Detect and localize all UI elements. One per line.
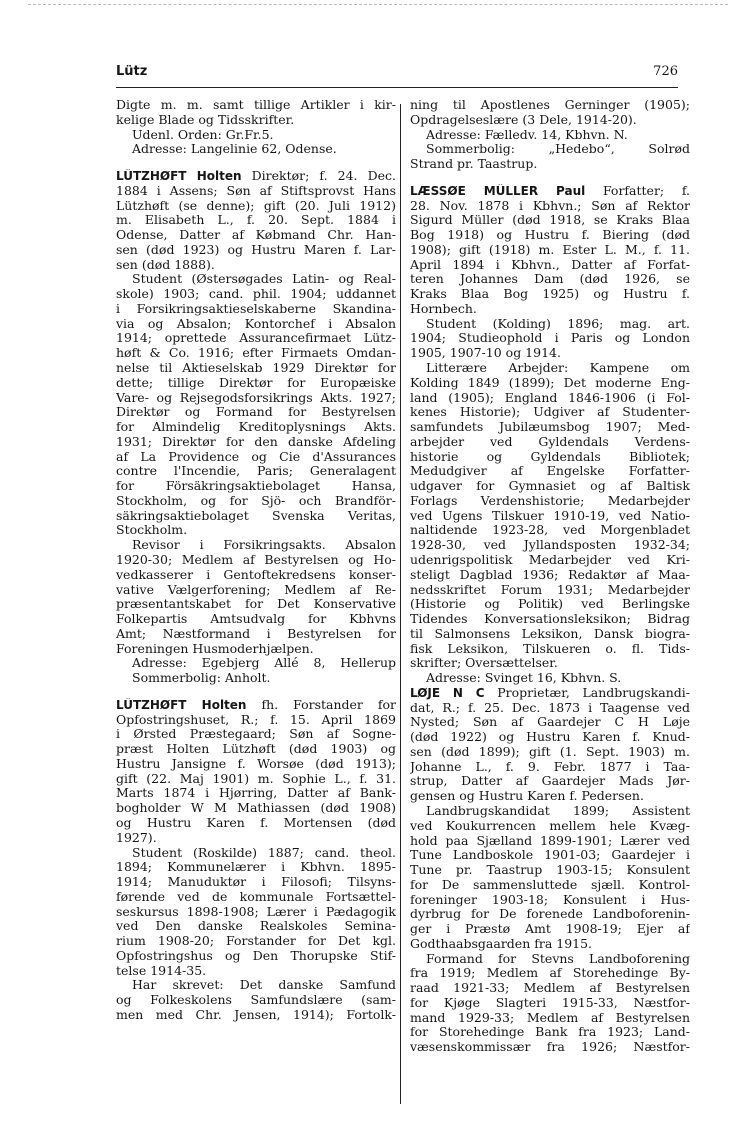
line-text: (død 1922) og Hustru Karen f. Knud- — [410, 730, 690, 745]
line-text: via og Absalon; Kontorchef i Absalon — [116, 316, 396, 331]
text-line — [410, 760, 690, 775]
line-text: Forlags Verdenshistorie; Medarbejder — [410, 493, 690, 508]
text-line — [116, 346, 396, 361]
text-line — [410, 730, 690, 745]
text-line — [116, 331, 396, 346]
line-text: dette; tillige Direktør for Europæiske — [116, 375, 396, 390]
line-text: Udenl. Orden: Gr.Fr.5. — [132, 127, 274, 142]
line-text: sen (død 1899); gift (1. Sept. 1903) m. — [410, 744, 690, 759]
line-text: teren Johannes Dam (død 1926, se — [410, 272, 690, 287]
line-text: m. Elisabeth L., f. 20. Sept. 1884 i — [116, 213, 396, 228]
text-line — [410, 98, 690, 113]
text-line — [410, 966, 690, 981]
text-line — [410, 553, 690, 568]
text-line — [116, 1008, 396, 1023]
entry-headword: LÜTZHØFT Holten — [116, 697, 247, 712]
text-line — [116, 553, 396, 568]
line-text: for Kjøge Slagteri 1915-33, Næstfor- — [410, 995, 690, 1010]
line-text: land (1905); England 1846-1906 (i Fol- — [410, 390, 690, 405]
text-line — [116, 420, 396, 435]
text-line — [410, 228, 690, 243]
text-line — [410, 272, 690, 287]
text-line — [410, 952, 690, 967]
line-text: Kolding 1849 (1899); Det moderne Eng- — [410, 375, 690, 390]
line-text: hold paa Sjælland 1899-1901; Lærer ved — [410, 833, 690, 848]
line-text: Foreningen Husmoderhjælpen. — [116, 641, 314, 656]
text-line — [116, 98, 396, 113]
text-line — [410, 715, 690, 730]
text-line — [410, 509, 690, 524]
line-text: skole) 1903; cand. phil. 1904; uddannet — [116, 287, 396, 302]
text-line — [116, 376, 396, 391]
entry-headword: LÜTZHØFT Holten — [116, 169, 242, 184]
text-line — [116, 184, 396, 199]
line-text: præst Holten Lützhøft (død 1903) og — [116, 742, 396, 757]
text-line — [116, 113, 396, 128]
text-line — [410, 878, 690, 893]
text-line — [116, 642, 396, 657]
text-line — [410, 907, 690, 922]
line-text: rium 1908-20; Forstander for Det kgl. — [116, 934, 396, 949]
text-line — [116, 450, 396, 465]
text-line — [116, 243, 396, 258]
line-text: dat, R.; f. 25. Dec. 1873 i Taagense ved — [410, 700, 690, 715]
line-text: kelige Blade og Tidsskrifter. — [116, 112, 295, 127]
line-text: (Historie og Politik) ved Berlingske — [410, 597, 690, 612]
line-text: steligt Dagblad 1936; Redaktør af Maa- — [410, 567, 690, 582]
text-line — [410, 435, 690, 450]
line-text: Strand pr. Taastrup. — [410, 157, 538, 172]
text-line — [410, 376, 690, 391]
text-line — [116, 213, 396, 228]
line-text: Marts 1874 i Hjørring, Datter af Bank- — [116, 786, 396, 801]
text-line — [116, 583, 396, 598]
line-text: fh. Forstander for — [246, 697, 396, 712]
text-line — [410, 184, 690, 199]
line-text: Student (Roskilde) 1887; cand. theol. — [132, 845, 396, 860]
text-line — [116, 142, 396, 157]
line-text: vedkasserer i Gentoftekredsens konser- — [116, 567, 396, 582]
text-line — [116, 287, 396, 302]
text-line — [116, 964, 396, 979]
line-text: Har skrevet: Det danske Samfund — [132, 978, 396, 993]
line-text: Kraks Blaa Bog 1925) og Hustru f. — [410, 287, 690, 302]
line-text: Opfostringshuset, R.; f. 15. April 1869 — [116, 712, 396, 727]
line-text: Revisor i Forsikringsakts. Absalon — [132, 538, 396, 553]
text-line — [410, 893, 690, 908]
line-text: høft & Co. 1916; efter Firmaets Omdan- — [116, 346, 396, 361]
text-line — [116, 890, 396, 905]
text-line — [116, 978, 396, 993]
line-text: for De sammensluttede sjæll. Kontrol- — [410, 877, 690, 892]
line-text: ger i Præstø Amt 1908-19; Ejer af — [410, 922, 690, 937]
text-line — [116, 199, 396, 214]
line-text: 1904; Studieophold i Paris og London — [410, 331, 690, 346]
text-line — [116, 479, 396, 494]
text-line — [410, 199, 690, 214]
column-divider — [400, 104, 401, 1104]
text-line — [410, 157, 690, 172]
text-line — [116, 361, 396, 376]
text-line — [116, 302, 396, 317]
text-line — [410, 128, 690, 143]
text-line — [410, 583, 690, 598]
line-text: Opdragelseslære (3 Dele, 1914-20). — [410, 112, 637, 127]
entry-gap — [116, 157, 396, 169]
text-line — [410, 420, 690, 435]
line-text: Adresse: Langelinie 62, Odense. — [132, 142, 337, 157]
line-text: og Hustru Karen f. Mortensen (død — [116, 815, 396, 830]
running-header — [116, 64, 678, 86]
text-line — [116, 435, 396, 450]
entry-headword: LØJE N C — [410, 685, 485, 700]
text-line — [410, 686, 690, 701]
line-text: førende ved de kommunale Fortsættel- — [116, 889, 396, 904]
entry-headword: LÆSSØE MÜLLER Paul — [410, 183, 586, 198]
line-text: 1908); gift (1918) m. Ester L. M., f. 11. — [410, 242, 690, 257]
line-text: Tidendes Konversationsleksikon; Bidrag — [410, 612, 690, 627]
text-line — [410, 113, 690, 128]
line-text: ved Koukurrencen mellem hele Kvæg- — [410, 818, 690, 833]
line-text: Adresse: Svinget 16, Kbhvn. S. — [426, 671, 622, 686]
line-text: Direktør og Formand for Bestyrelsen — [116, 405, 396, 420]
line-text: væsenskommissær fra 1926; Næstfor- — [410, 1040, 690, 1055]
text-line — [410, 804, 690, 819]
text-line — [410, 981, 690, 996]
line-text: gensen og Hustru Karen f. Pedersen. — [410, 789, 644, 804]
text-line — [116, 656, 396, 671]
text-line — [116, 919, 396, 934]
line-text: 1931; Direktør for den danske Afdeling — [116, 434, 396, 449]
line-text: telse 1914-35. — [116, 963, 207, 978]
text-line — [116, 875, 396, 890]
line-text: Folkepartis Amtsudvalg for Kbhvns — [116, 612, 396, 627]
line-text: nedsskriftet Forum 1931; Medarbejder — [410, 582, 690, 597]
text-line — [116, 727, 396, 742]
text-line — [410, 568, 690, 583]
line-text: raad 1921-33; Medlem af Bestyrelsen — [410, 981, 690, 996]
text-line — [116, 612, 396, 627]
line-text: Medudgiver af Engelske Forfatter- — [410, 464, 690, 479]
line-text: Sommerbolig: „Hedebo“, Solrød — [426, 142, 690, 157]
line-text: 1914; oprettede Assurancefirmaet Lütz- — [116, 331, 396, 346]
line-text: bogholder W M Mathiassen (død 1908) — [116, 801, 396, 816]
line-text: udgaver for Gymnasiet og af Baltisk — [410, 479, 690, 494]
top-edge-rule — [28, 4, 728, 5]
line-text: af La Providence og Cie d'Assurances — [116, 449, 396, 464]
text-line — [410, 996, 690, 1011]
text-line — [116, 993, 396, 1008]
text-line — [116, 949, 396, 964]
text-line — [116, 831, 396, 846]
line-text: ved Den danske Realskoles Semina- — [116, 919, 396, 934]
line-text: i Forsikringsaktieselskaberne Skandina- — [116, 301, 396, 316]
line-text: udenrigspolitisk Medarbejder ved Kri- — [410, 552, 690, 567]
text-line — [410, 656, 690, 671]
left-column — [116, 98, 396, 1023]
line-text: Tune pr. Taastrup 1903-15; Konsulent — [410, 863, 690, 878]
text-line — [410, 523, 690, 538]
line-text: Formand for Stevns Landboforening — [426, 951, 690, 966]
line-text: Adresse: Egebjerg Allé 8, Hellerup — [132, 656, 396, 671]
text-line — [116, 538, 396, 553]
page-number: 726 — [653, 64, 678, 79]
text-line — [410, 627, 690, 642]
text-line — [410, 671, 690, 686]
header-rule — [116, 87, 678, 88]
text-line — [410, 405, 690, 420]
line-text: skrifter; Oversættelser. — [410, 656, 558, 671]
text-line — [116, 816, 396, 831]
line-text: for Storehedinge Bank fra 1923; Land- — [410, 1025, 690, 1040]
line-text: Stockholm, og for Sjö- och Brandför- — [116, 493, 396, 508]
text-line — [410, 1025, 690, 1040]
line-text: Bog 1918) og Hustru f. Biering (død — [410, 228, 690, 243]
line-text: fisk Leksikon, Tilskueren o. fl. Tids- — [410, 641, 690, 656]
text-line — [116, 405, 396, 420]
line-text: contre l'Incendie, Paris; Generalagent — [116, 464, 396, 479]
text-line — [410, 745, 690, 760]
text-line — [410, 317, 690, 332]
text-line — [410, 1040, 690, 1055]
text-line — [410, 937, 690, 952]
text-line — [116, 742, 396, 757]
line-text: Hornbech. — [410, 301, 477, 316]
line-text: for Almindelig Kreditoplysnings Akts. — [116, 420, 396, 435]
line-text: Vare- og Rejsegodsforsikrings Akts. 1927; — [116, 390, 396, 405]
text-line — [410, 612, 690, 627]
line-text: arbejder ved Gyldendals Verdens- — [410, 434, 690, 449]
line-text: 1894; Kommunelærer i Kbhvn. 1895- — [116, 860, 396, 875]
line-text: præsentantskabet for Det Konservative — [116, 597, 396, 612]
header-word: Lütz — [116, 64, 148, 79]
text-line — [410, 361, 690, 376]
line-text: vative Vælgerforening; Medlem af Re- — [116, 582, 396, 597]
line-text: Landbrugskandidat 1899; Assistent — [426, 803, 690, 818]
text-line — [410, 863, 690, 878]
text-line — [410, 464, 690, 479]
text-line — [116, 128, 396, 143]
text-line — [116, 597, 396, 612]
line-text: 1928-30, ved Jyllandsposten 1932-34; — [410, 538, 690, 553]
text-line — [116, 757, 396, 772]
line-text: mand 1929-33; Medlem af Bestyrelsen — [410, 1010, 690, 1025]
text-line — [116, 391, 396, 406]
text-line — [116, 523, 396, 538]
line-text: Sommerbolig: Anholt. — [132, 671, 271, 686]
line-text: Student (Østersøgades Latin- og Real- — [132, 272, 396, 287]
text-line — [410, 819, 690, 834]
line-text: Sigurd Müller (død 1918, se Kraks Blaa — [410, 213, 690, 228]
text-line — [410, 789, 690, 804]
text-line — [116, 671, 396, 686]
line-text: gift (22. Maj 1901) m. Sophie L., f. 31. — [116, 771, 396, 786]
text-line — [116, 860, 396, 875]
text-line — [410, 922, 690, 937]
text-line — [116, 772, 396, 787]
line-text: Student (Kolding) 1896; mag. art. — [426, 316, 690, 331]
line-text: 1927). — [116, 830, 157, 845]
line-text: April 1894 i Kbhvn., Datter af Forfat- — [410, 257, 690, 272]
line-text: seskursus 1898-1908; Lærer i Pædagogik — [116, 904, 396, 919]
line-text: sen (død 1923) og Hustru Maren f. Lar- — [116, 242, 396, 257]
text-line — [116, 627, 396, 642]
entry-gap — [410, 172, 690, 184]
line-text: samfundets Jubilæumsbog 1907; Med- — [410, 420, 690, 435]
line-text: 1905, 1907-10 og 1914. — [410, 346, 561, 361]
text-line — [410, 142, 690, 157]
entry-gap — [116, 686, 396, 698]
line-text: 28. Nov. 1878 i Kbhvn.; Søn af Rektor — [410, 198, 690, 213]
line-text: 1920-30; Medlem af Bestyrelsen og Ho- — [116, 552, 396, 567]
line-text: Odense, Datter af Købmand Chr. Han- — [116, 228, 396, 243]
text-line — [410, 848, 690, 863]
line-text: Direktør; f. 24. Dec. — [241, 169, 396, 184]
line-text: Godthaabsgaarden fra 1915. — [410, 936, 593, 951]
text-line — [410, 834, 690, 849]
text-line — [410, 287, 690, 302]
text-line — [410, 597, 690, 612]
line-text: kenes Historie); Udgiver af Studenter- — [410, 405, 690, 420]
text-line — [116, 786, 396, 801]
text-line — [410, 774, 690, 789]
line-text: Nysted; Søn af Gaardejer C H Løje — [410, 715, 690, 730]
line-text: naltidende 1923-28, ved Morgenbladet — [410, 523, 690, 538]
line-text: historie og Gyldendals Bibliotek; — [410, 449, 690, 464]
line-text: foreninger 1903-18; Konsulent i Hus- — [410, 892, 690, 907]
text-line — [116, 509, 396, 524]
line-text: Hustru Jansigne f. Worsøe (død 1913); — [116, 756, 396, 771]
line-text: for Försäkringsaktiebolaget Hansa, — [116, 479, 396, 494]
text-line — [116, 258, 396, 273]
line-text: Tune Landboskole 1901-03; Gaardejer i — [410, 848, 690, 863]
right-column — [410, 98, 690, 1055]
line-text: fra 1919; Medlem af Storehedinge By- — [410, 966, 690, 981]
line-text: ved Ugens Tilskuer 1910-19, ved Natio- — [410, 508, 690, 523]
line-text: 1914; Manuduktør i Filosofi; Tilsyns- — [116, 875, 396, 890]
text-line — [116, 317, 396, 332]
text-line — [116, 713, 396, 728]
text-line — [116, 169, 396, 184]
text-line — [116, 801, 396, 816]
text-line — [116, 272, 396, 287]
text-line — [410, 258, 690, 273]
text-line — [410, 1011, 690, 1026]
line-text: Amt; Næstformand i Bestyrelsen for — [116, 626, 396, 641]
line-text: Proprietær, Landbrugskandi- — [484, 685, 690, 700]
text-line — [410, 331, 690, 346]
text-line — [116, 905, 396, 920]
line-text: til Salmonsens Leksikon, Dansk biogra- — [410, 626, 690, 641]
text-line — [116, 464, 396, 479]
line-text: strup, Datter af Gaardejer Mads Jør- — [410, 774, 690, 789]
text-line — [410, 450, 690, 465]
text-line — [410, 538, 690, 553]
line-text: Litterære Arbejder: Kampene om — [426, 361, 690, 376]
text-line — [410, 701, 690, 716]
text-line — [410, 302, 690, 317]
line-text: nelse til Aktieselskab 1929 Direktør for — [116, 361, 396, 376]
line-text: i Ørsted Præstegaard; Søn af Sogne- — [116, 727, 396, 742]
text-line — [116, 494, 396, 509]
line-text: Lützhøft (se denne); gift (20. Juli 1912) — [116, 198, 396, 213]
line-text: Forfatter; f. — [585, 183, 690, 198]
text-line — [410, 243, 690, 258]
line-text: Johanne L., f. 9. Febr. 1877 i Taa- — [410, 759, 690, 774]
line-text: dyrbrug for De forenede Landboforenin- — [410, 907, 690, 922]
text-line — [116, 934, 396, 949]
text-line — [116, 568, 396, 583]
text-line — [410, 642, 690, 657]
line-text: Digte m. m. samt tillige Artikler i kir- — [116, 98, 396, 112]
line-text: Adresse: Fælledv. 14, Kbhvn. N. — [426, 127, 628, 142]
line-text: men med Chr. Jensen, 1914); Fortolk- — [116, 1007, 396, 1022]
line-text: Opfostringshus og Den Thorupske Stif- — [116, 948, 396, 963]
line-text: 1884 i Assens; Søn af Stiftsprovst Hans — [116, 183, 396, 198]
text-line — [116, 846, 396, 861]
line-text: Stockholm. — [116, 523, 188, 538]
text-line — [116, 698, 396, 713]
text-line — [410, 494, 690, 509]
text-line — [410, 346, 690, 361]
text-line — [410, 213, 690, 228]
line-text: säkringsaktiebolaget Svenska Veritas, — [116, 508, 396, 523]
line-text: sen (død 1888). — [116, 257, 215, 272]
line-text: og Folkeskolens Samfundslære (sam- — [116, 993, 396, 1008]
text-line — [116, 228, 396, 243]
text-line — [410, 479, 690, 494]
text-line — [410, 391, 690, 406]
line-text: ning til Apostlenes Gerninger (1905); — [410, 98, 690, 112]
